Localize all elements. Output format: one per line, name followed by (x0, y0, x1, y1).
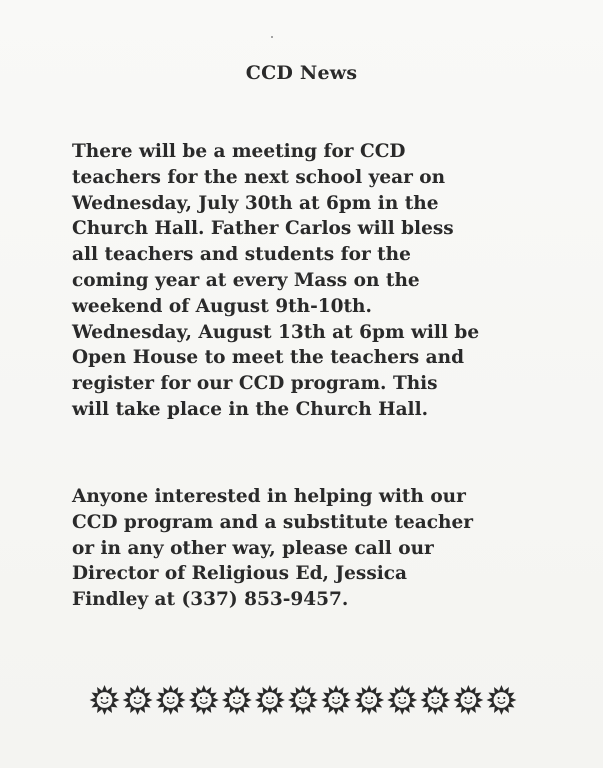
smiling-sun-icon (354, 685, 384, 715)
smiling-sun-icon (288, 685, 318, 715)
smiling-sun-icon (156, 685, 186, 715)
paragraph-line: Open House to meet the teachers and (72, 347, 465, 369)
paragraph-line: Wednesday, August 13th at 6pm will be (72, 321, 480, 343)
paragraph-line: teachers for the next school year on (72, 166, 446, 188)
page-title: CCD News (245, 62, 358, 84)
paragraph-line: will take place in the Church Hall. (72, 398, 429, 420)
paper-speck (271, 36, 273, 38)
smiling-sun-icon (189, 685, 219, 715)
paragraph-line: Director of Religious Ed, Jessica (72, 563, 408, 585)
smiling-sun-icon (420, 685, 450, 715)
paragraph-line: Anyone interested in helping with our (72, 486, 466, 507)
paragraph-line: Church Hall. Father Carlos will bless (72, 218, 454, 240)
smiling-sun-icon (453, 685, 483, 715)
sun-border-graphic (88, 683, 518, 717)
smiling-sun-icon (123, 685, 153, 715)
paragraph-line: weekend of August 9th-10th. (72, 295, 372, 317)
paragraph-line: coming year at every Mass on the (72, 269, 420, 291)
smiling-sun-icon (387, 685, 417, 715)
smiling-sun-icon (255, 685, 285, 715)
sun-border (88, 683, 518, 717)
paragraph-line: There will be a meeting for CCD (72, 141, 406, 162)
paragraph-line: or in any other way, please call our (72, 537, 434, 559)
paragraph-line: Wednesday, July 30th at 6pm in the (72, 192, 439, 214)
smiling-sun-icon (321, 685, 351, 715)
smiling-sun-icon (90, 685, 120, 715)
paragraph-line: all teachers and students for the (72, 244, 411, 266)
paragraph-line: CCD program and a substitute teacher (72, 511, 473, 533)
meeting-paragraph (72, 139, 542, 423)
contact-paragraph (72, 484, 542, 613)
paragraph-line: Findley at (337) 853-9457. (72, 589, 349, 611)
smiling-sun-icon (222, 685, 252, 715)
paragraph-line: register for our CCD program. This (72, 373, 438, 395)
smiling-sun-icon (486, 685, 516, 715)
